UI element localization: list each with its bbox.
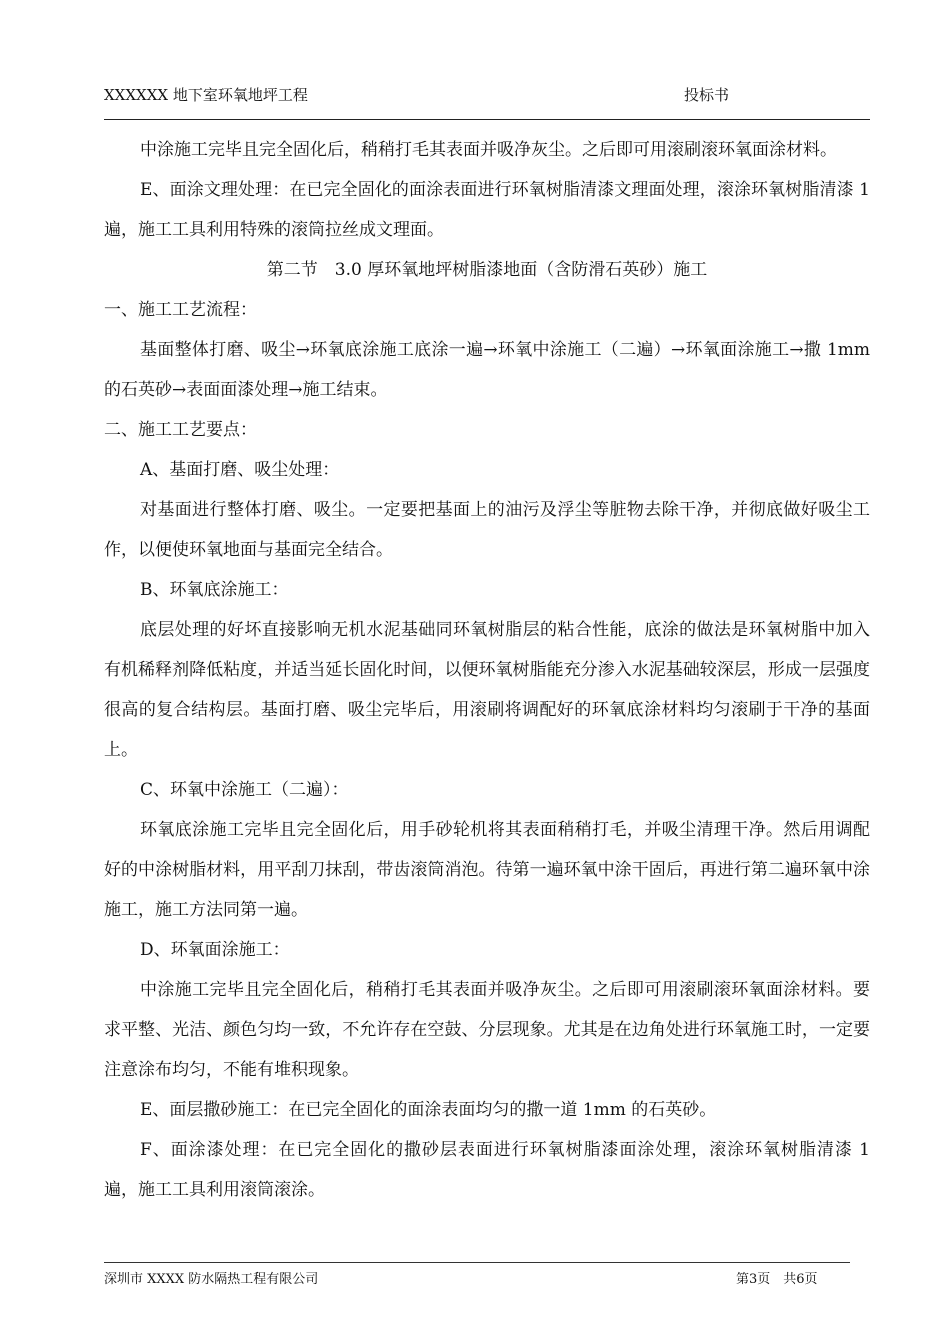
paragraph: E、面层撒砂施工：在已完全固化的面涂表面均匀的撒一道 1mm 的石英砂。 — [140, 1100, 717, 1120]
section-title: 第二节 3.0 厚环氧地坪树脂漆地面（含防滑石英砂）施工 — [266, 260, 708, 280]
paragraph: 对基面进行整体打磨、吸尘。一定要把基面上的油污及浮尘等脏物去除干净，并彻底做好吸尘工作，以便使环氧地面与基面完全结合。 — [104, 500, 870, 560]
subheading-b: B、环氧底涂施工： — [140, 580, 289, 600]
document-body — [104, 130, 870, 1210]
paragraph: 基面整体打磨、吸尘→环氧底涂施工底涂一遍→环氧中涂施工（二遍）→环氧面涂施工→撒 1mm 的石英砂→表面面漆处理→施工结束。 — [104, 340, 870, 400]
subheading-c: C、环氧中涂施工（二遍）： — [140, 780, 349, 800]
paragraph: 底层处理的好坏直接影响无机水泥基础同环氧树脂层的粘合性能，底涂的做法是环氧树脂中加入有机稀释剂降低粘度，并适当延长固化时间，以便环氧树脂能充分渗入水泥基础较深层，形成一层强度很高的复合结构层。基面打磨、吸尘完毕后，用滚刷将调配好的环氧底涂材料均匀滚刷于干净的基面上。 — [104, 620, 870, 760]
paragraph: E、面涂文理处理：在已完全固化的面涂表面进行环氧树脂清漆文理面处理，滚涂环氧树脂清漆 1 遍，施工工具利用特殊的滚筒拉丝成文理面。 — [104, 180, 870, 240]
paragraph: 环氧底涂施工完毕且完全固化后，用手砂轮机将其表面稍稍打毛，并吸尘清理干净。然后用调配好的中涂树脂材料，用平刮刀抹刮，带齿滚筒消泡。待第一遍环氧中涂干固后，再进行第二遍环氧中涂施工，施工方法同第一遍。 — [104, 820, 870, 920]
subheading-a: A、基面打磨、吸尘处理： — [140, 460, 340, 480]
page-header — [104, 80, 870, 108]
page-footer — [104, 1268, 850, 1292]
footer-company: 深圳市 XXXX 防水隔热工程有限公司 — [104, 1272, 319, 1287]
header-project-title: XXXXXX 地下室环氧地坪工程 — [104, 86, 308, 104]
header-doc-type: 投标书 — [684, 86, 730, 104]
footer-page-number: 第3页 共6页 — [736, 1272, 818, 1287]
paragraph: F、面涂漆处理：在已完全固化的撒砂层表面进行环氧树脂漆面涂处理，滚涂环氧树脂清漆 1 遍，施工工具利用滚筒滚涂。 — [104, 1140, 870, 1200]
paragraph: 中涂施工完毕且完全固化后，稍稍打毛其表面并吸净灰尘。之后即可用滚刷滚环氧面涂材料。要求平整、光洁、颜色匀均一致，不允许存在空鼓、分层现象。尤其是在边角处进行环氧施工时，一定要注意涂布均匀，不能有堆积现象。 — [104, 980, 870, 1080]
heading-process-flow: 一、施工工艺流程： — [104, 300, 257, 320]
paragraph: 中涂施工完毕且完全固化后，稍稍打毛其表面并吸净灰尘。之后即可用滚刷滚环氧面涂材料。 — [140, 140, 837, 160]
heading-key-points: 二、施工工艺要点： — [104, 420, 257, 440]
header-divider — [104, 119, 870, 120]
subheading-d: D、环氧面涂施工： — [140, 940, 290, 960]
footer-divider — [104, 1262, 850, 1263]
